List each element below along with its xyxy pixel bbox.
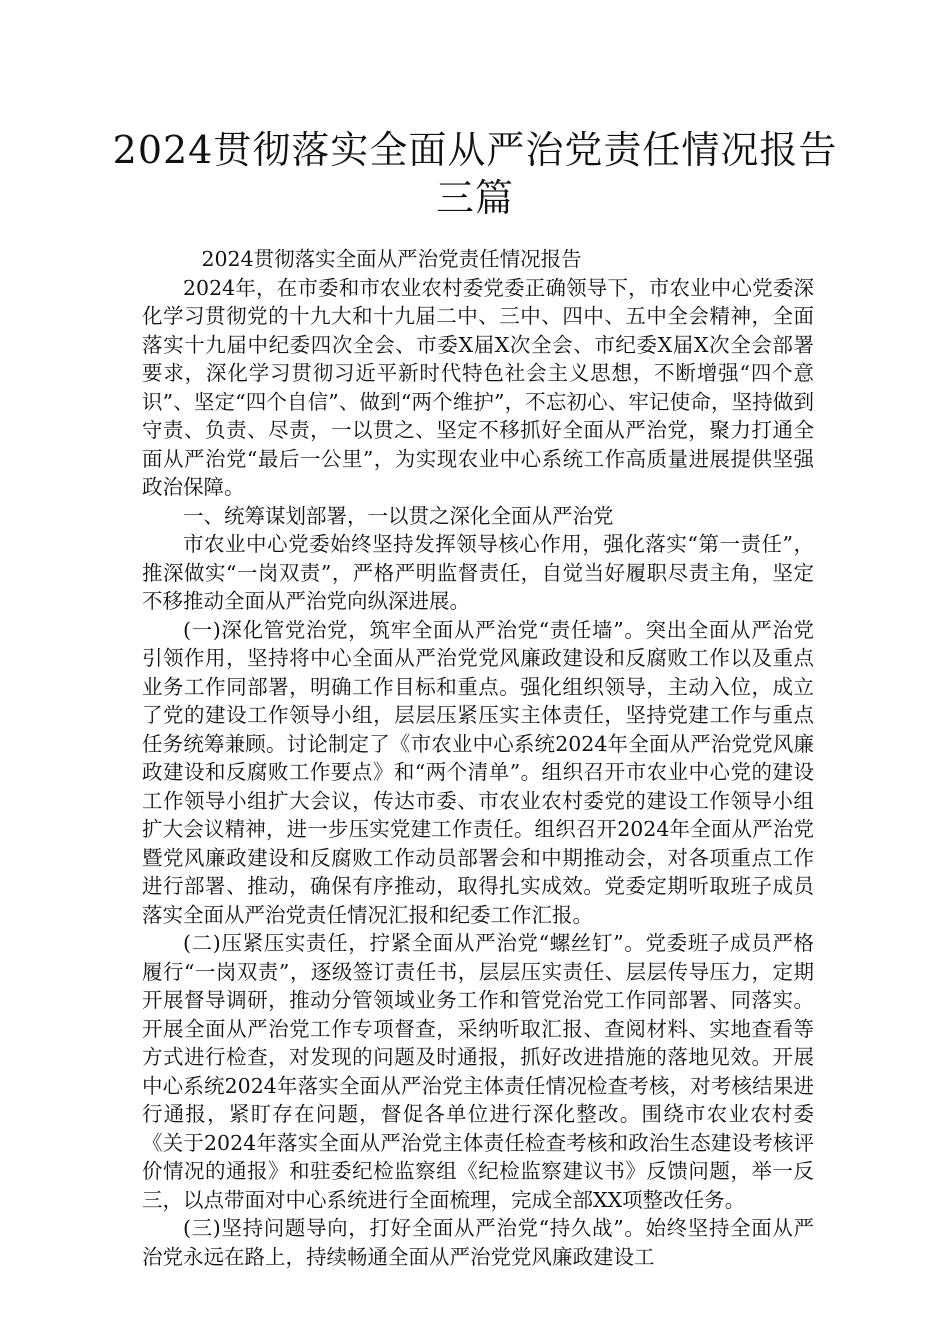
paragraph-item-1: (一)深化管党治党，筑牢全面从严治党“责任墙”。突出全面从严治党引领作用，坚持将中心全面从严治党党风廉政建设和反腐败工作以及重点业务工作同部署，明确工作目标和重点。强化组织领导，主动入位，成立了党的建设工作领导小组，层层压紧压实主体责任，坚持党建工作与重点任务统筹兼顾。讨论制定了《市农业中心系统2024年全面从严治党党风廉政建设和反腐败工作要点》和“两个清单”。组织召开市农业中心党的建设工作领导小组扩大会议，传达市委、市农业农村委党的建设工作领导小组扩大会议精神，进一步压实党建工作责任。组织召开2024年全面从严治党暨党风廉政建设和反腐败工作动员部署会和中期推动会，对各项重点工作进行部署、推动，确保有序推动，取得扎实成效。党委定期听取班子成员落实全面从严治党责任情况汇报和纪委工作汇报。 [142, 617, 814, 927]
paragraph-item-2: (二)压紧压实责任，拧紧全面从严治党“螺丝钉”。党委班子成员严格履行“一岗双责”，逐级签订责任书，层层压实责任、层层传导压力，定期开展督导调研，推动分管领域业务工作和管党治党工作同部署、同落实。开展全面从严治党工作专项督查，采纳听取汇报、查阅材料、实地查看等方式进行检查，对发现的问题及时通报，抓好改进措施的落地见效。开展中心系统2024年落实全面从严治党主体责任情况检查考核，对考核结果进行通报，紧盯存在问题，督促各单位进行深化整改。围绕市农业农村委《关于2024年落实全面从严治党主体责任检查考核和政治生态建设考核评价情况的通报》和驻委纪检监察组《纪检监察建议书》反馈问题，举一反三，以点带面对中心系统进行全面梳理，完成全部XX项整改任务。 [142, 931, 814, 1212]
paragraph-intro: 2024年，在市委和市农业农村委党委正确领导下，市农业中心党委深化学习贯彻党的十九大和十九届二中、三中、四中、五中全会精神，全面落实十九届中纪委四次全会、市委X届X次全会、市纪委X届X次全会部署要求，深化学习贯彻习近平新时代特色社会主义思想，不断增强“四个意识”、坚定“四个自信”、做到“两个维护”，不忘初心、牢记使命，坚持做到守责、负责、尽责，一以贯之、坚定不移抓好全面从严治党，聚力打通全面从严治党“最后一公里”，为实现农业中心系统工作高质量进展提供坚强政治保障。 [142, 275, 814, 499]
document-body [142, 245, 814, 1271]
section-heading-1: 一、统筹谋划部署，一以贯之深化全面从严治党 [183, 503, 614, 528]
document-title-line2: 三篇 [435, 176, 514, 220]
paragraph-item-3: (三)坚持问题导向，打好全面从严治党“持久战”。始终坚持全面从严治党永远在路上，持续畅通全面从严治党党风廉政建设工 [142, 1216, 814, 1269]
document-title-line1: 2024贯彻落实全面从严治党责任情况报告 [112, 128, 838, 172]
paragraph-section-1-intro: 市农业中心党委始终坚持发挥领导核心作用，强化落实“第一责任”，推深做实“一岗双责”，严格严明监督责任，自觉当好履职尽责主角，坚定不移推动全面从严治党向纵深进展。 [142, 532, 814, 613]
document-subtitle: 2024贯彻落实全面从严治党责任情况报告 [201, 247, 582, 271]
